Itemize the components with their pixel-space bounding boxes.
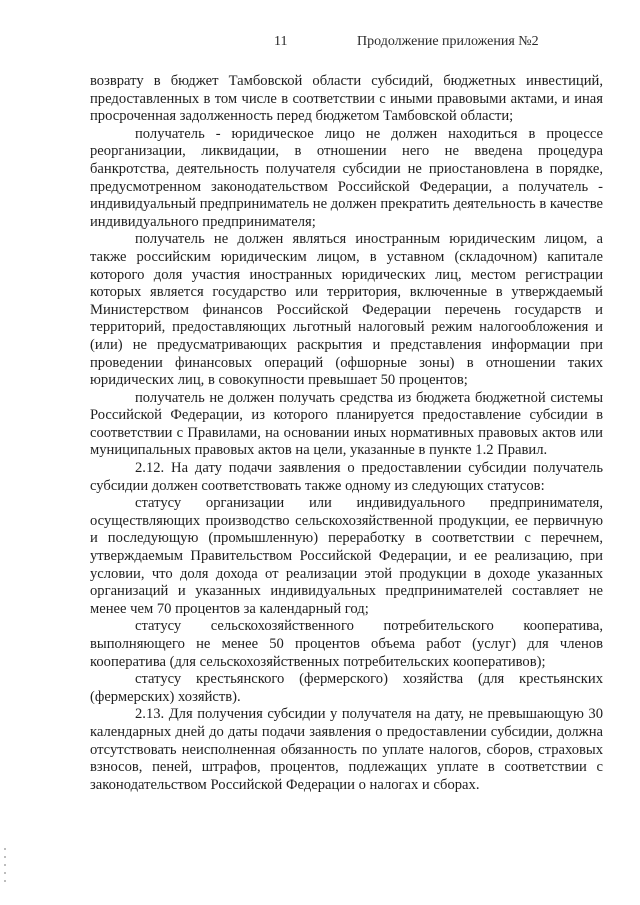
paragraph: 2.12. На дату подачи заявления о предоставлении субсидии получатель субсидии должен соответствовать также одному из следующих статусов: [90, 460, 603, 494]
paragraph: получатель не должен получать средства из бюджета бюджетной системы Российской Федерации, из которого планируется предоставление субсидии в соответствии с Правилами, на основании иных нормативных правовых актов или муниципальных правовых актов на цели, указанные в пункте 1.2 Правил. [90, 389, 603, 459]
document-body [90, 73, 603, 794]
page-number: 11 [274, 34, 288, 49]
paragraph: получатель - юридическое лицо не должен находиться в процессе реорганизации, ликвидации, в отношении него не введена процедура банкротства, деятельность получателя субсидии не приостановлена в порядке, предусмотренном законодательством Российской Федерации, а получатель - индивидуальный предприниматель не должен прекратить деятельность в качестве индивидуального предпринимателя; [90, 125, 603, 230]
scan-artifact [4, 848, 7, 888]
paragraph: статусу сельскохозяйственного потребительского кооператива, выполняющего не менее 50 процентов объема работ (услуг) для членов кооператива (для сельскохозяйственных потребительских кооперативов); [90, 618, 603, 670]
continuation-label: Продолжение приложения №2 [357, 34, 539, 49]
page-header [0, 34, 640, 52]
paragraph: 2.13. Для получения субсидии у получателя на дату, не превышающую 30 календарных дней до даты подачи заявления о предоставлении субсидии, должна отсутствовать неисполненная обязанность по уплате налогов, сборов, страховых взносов, пеней, штрафов, процентов, подлежащих уплате в соответствии с законодательством Российской Федерации о налогах и сборах. [90, 706, 603, 793]
paragraph: статусу крестьянского (фермерского) хозяйства (для крестьянских (фермерских) хозяйств). [90, 671, 603, 705]
paragraph: возврату в бюджет Тамбовской области субсидий, бюджетных инвестиций, предоставленных в том числе в соответствии с иными правовыми актами, и иная просроченная задолженность перед бюджетом Тамбовской области; [90, 73, 603, 125]
paragraph: статусу организации или индивидуального предпринимателя, осуществляющих производство сельскохозяйственной продукции, ее первичную и последующую (промышленную) переработку в соответствии с перечнем, утверждаемым Правительством Российской Федерации, и ее реализацию, при условии, что доля дохода от реализации этой продукции в доходе указанных организаций и указанных индивидуальных предпринимателей составляет не менее чем 70 процентов за календарный год; [90, 495, 603, 617]
paragraph: получатель не должен являться иностранным юридическим лицом, а также российским юридическим лицом, в уставном (складочном) капитале которого доля участия иностранных юридических лиц, местом регистрации которых является государство или территория, включенные в утверждаемый Министерством финансов Российской Федерации перечень государств и территорий, предоставляющих льготный налоговый режим налогообложения и (или) не предусматривающих раскрытия и представления информации при проведении финансовых операций (офшорные зоны) в отношении таких юридических лиц, в совокупности превышает 50 процентов; [90, 231, 603, 389]
